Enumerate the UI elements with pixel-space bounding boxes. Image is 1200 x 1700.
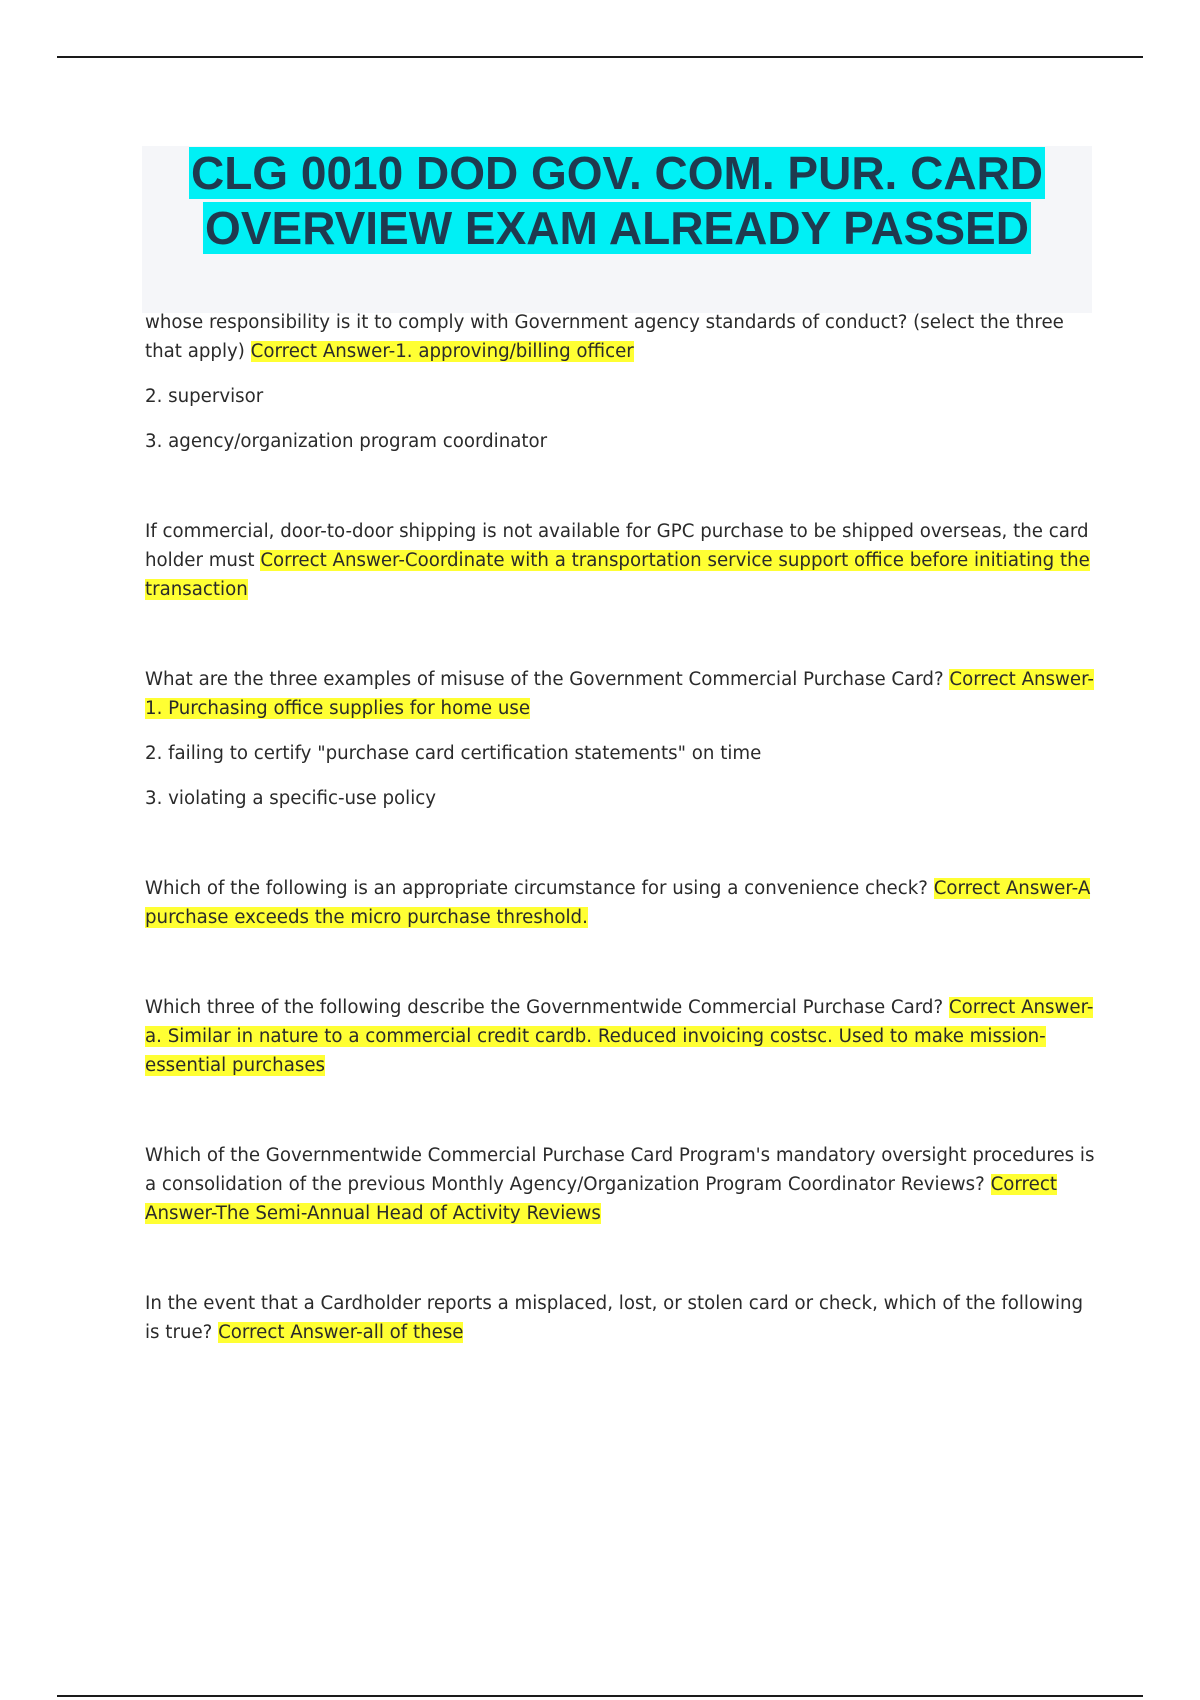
bottom-rule xyxy=(57,1695,1143,1697)
qa-item xyxy=(145,1141,1095,1228)
answer-text: Correct Answer-1. Purchasing office supplies for home use xyxy=(145,669,1094,719)
title-line-1: CLG 0010 DOD GOV. COM. PUR. CARD xyxy=(190,147,1043,199)
question-text: Which of the following is an appropriate circumstance for using a convenience check? xyxy=(145,878,934,899)
question-text: Which three of the following describe the Governmentwide Commercial Purchase Card? xyxy=(145,997,949,1018)
question-text: If commercial, door-to-door shipping is not available for GPC purchase to be shipped overseas, the card holder must xyxy=(145,521,1089,571)
qa-item xyxy=(145,993,1095,1080)
answer-continuation: 3. agency/organization program coordinator xyxy=(145,431,548,452)
top-rule xyxy=(57,56,1143,58)
qa-item xyxy=(145,517,1095,604)
question-text: Which of the Governmentwide Commercial Purchase Card Program's mandatory oversight procedures is a consolidation of the previous Monthly Agency/Organization Program Coordinator Reviews? xyxy=(145,1145,1095,1195)
answer-continuation: 2. supervisor xyxy=(145,386,264,407)
qa-item xyxy=(145,665,1095,723)
qa-item xyxy=(145,308,1095,366)
question-text: whose responsibility is it to comply with Government agency standards of conduct? (select the three that apply) xyxy=(145,312,1064,362)
answer-continuation: 3. violating a specific-use policy xyxy=(145,788,437,809)
qa-item xyxy=(145,874,1095,932)
answer-continuation: 2. failing to certify "purchase card certification statements" on time xyxy=(145,743,762,764)
answer-text: Correct Answer-A purchase exceeds the micro purchase threshold. xyxy=(145,878,1091,928)
answer-text: Correct Answer-all of these xyxy=(218,1322,464,1343)
title-block xyxy=(142,146,1092,313)
question-text: In the event that a Cardholder reports a misplaced, lost, or stolen card or check, which of the following is true? xyxy=(145,1293,1084,1343)
document-title xyxy=(142,146,1092,256)
answer-text: Correct Answer-Coordinate with a transportation service support office before initiating the transaction xyxy=(145,550,1090,600)
answer-text: Correct Answer-1. approving/billing officer xyxy=(250,341,634,362)
question-text: What are the three examples of misuse of the Government Commercial Purchase Card? xyxy=(145,669,950,690)
answer-text: Correct Answer-a. Similar in nature to a commercial credit cardb. Reduced invoicing costsc. Used to make mission-essential purchases xyxy=(145,997,1094,1076)
qa-list xyxy=(145,308,1095,1347)
qa-item xyxy=(145,1289,1095,1347)
title-line-2: OVERVIEW EXAM ALREADY PASSED xyxy=(205,202,1029,254)
answer-text: Correct Answer-The Semi-Annual Head of Activity Reviews xyxy=(145,1174,1057,1224)
